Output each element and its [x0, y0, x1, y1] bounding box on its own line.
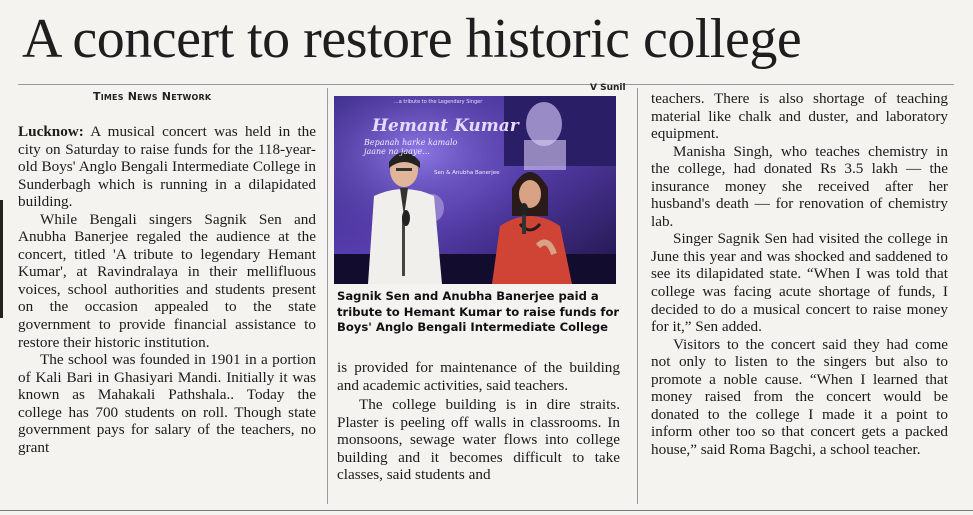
byline: Times News Network — [93, 90, 212, 103]
paragraph: Singer Sagnik Sen had visited the college in June this year and was shocked and saddened to see its dilapidated state. “When I was told that college was facing acute shortage of funds, I decided to do a musical concert to raise money for it,” Sen added. — [651, 230, 948, 336]
left-margin-bar — [0, 200, 3, 318]
paragraph: is provided for maintenance of the building and academic activities, said teachers. — [337, 359, 620, 394]
column-1 — [18, 123, 316, 456]
headline-rule — [18, 84, 954, 85]
paragraph: Visitors to the concert said they had come not only to listen to the singers but also to promote a noble cause. “When I learned that money raised from the concert would be donated to the college I made it a point to inform other too so that concert gets a packed house,” said Roma Bagchi, a school teacher. — [651, 335, 948, 458]
bottom-rule — [0, 510, 973, 511]
headline: A concert to restore historic college — [22, 8, 802, 70]
poster-title: Hemant Kumar — [372, 116, 519, 136]
concert-photo — [334, 96, 616, 284]
column-3 — [651, 90, 948, 458]
column-divider-1 — [327, 88, 328, 504]
paragraph: teachers. There is also shortage of teaching material like chalk and duster, and laboratory equipment. — [651, 90, 948, 143]
photo-credit: V Sunil — [590, 83, 626, 93]
paragraph: Manisha Singh, who teaches chemistry in the college, had donated Rs 3.5 lakh — the insurance money she received after her husband's death — for renovation of chemistry lab. — [651, 142, 948, 230]
paragraph: The college building is in dire straits. Plaster is peeling off walls in classrooms. In monsoons, sewage water flows into college building and it becomes difficult to take classes, said students and — [337, 396, 620, 484]
paragraph — [18, 123, 316, 211]
paragraph-text: A musical concert was held in the city on Saturday to raise funds for the 118-year-old Boys' Anglo Bengali Intermediate College in Sunderbagh which is running in a dilapidated building. — [18, 123, 316, 211]
paragraph: While Bengali singers Sagnik Sen and Anubha Banerjee regaled the audience at the concert, titled 'A tribute to legendary Hemant Kumar', at Ravindralaya in their mellifluous voices, school authorities and students present on the occasion appealed to the state government to provide financial assistance to restore their historic institution. — [18, 210, 316, 351]
paragraph: The school was founded in 1901 in a portion of Kali Bari in Ghasiyari Mandi. Initially it was known as Mahakali Pathshala.. Today the college has 700 students on roll. Though state government pays for salary of the teachers, no grant — [18, 351, 316, 456]
column-2 — [337, 359, 620, 484]
column-divider-2 — [637, 88, 638, 504]
dateline: Lucknow: — [18, 123, 84, 140]
photo-caption: Sagnik Sen and Anubha Banerjee paid a tribute to Hemant Kumar to raise funds for Boys' Anglo Bengali Intermediate College — [337, 289, 620, 335]
poster-top-line: ...a tribute to the Legendary Singer — [394, 99, 483, 105]
poster-subtitle: Bepanah harke kamalo jaane na jaaye... — [364, 138, 458, 156]
poster-names: Sen & Anubha Banerjee — [434, 170, 500, 176]
